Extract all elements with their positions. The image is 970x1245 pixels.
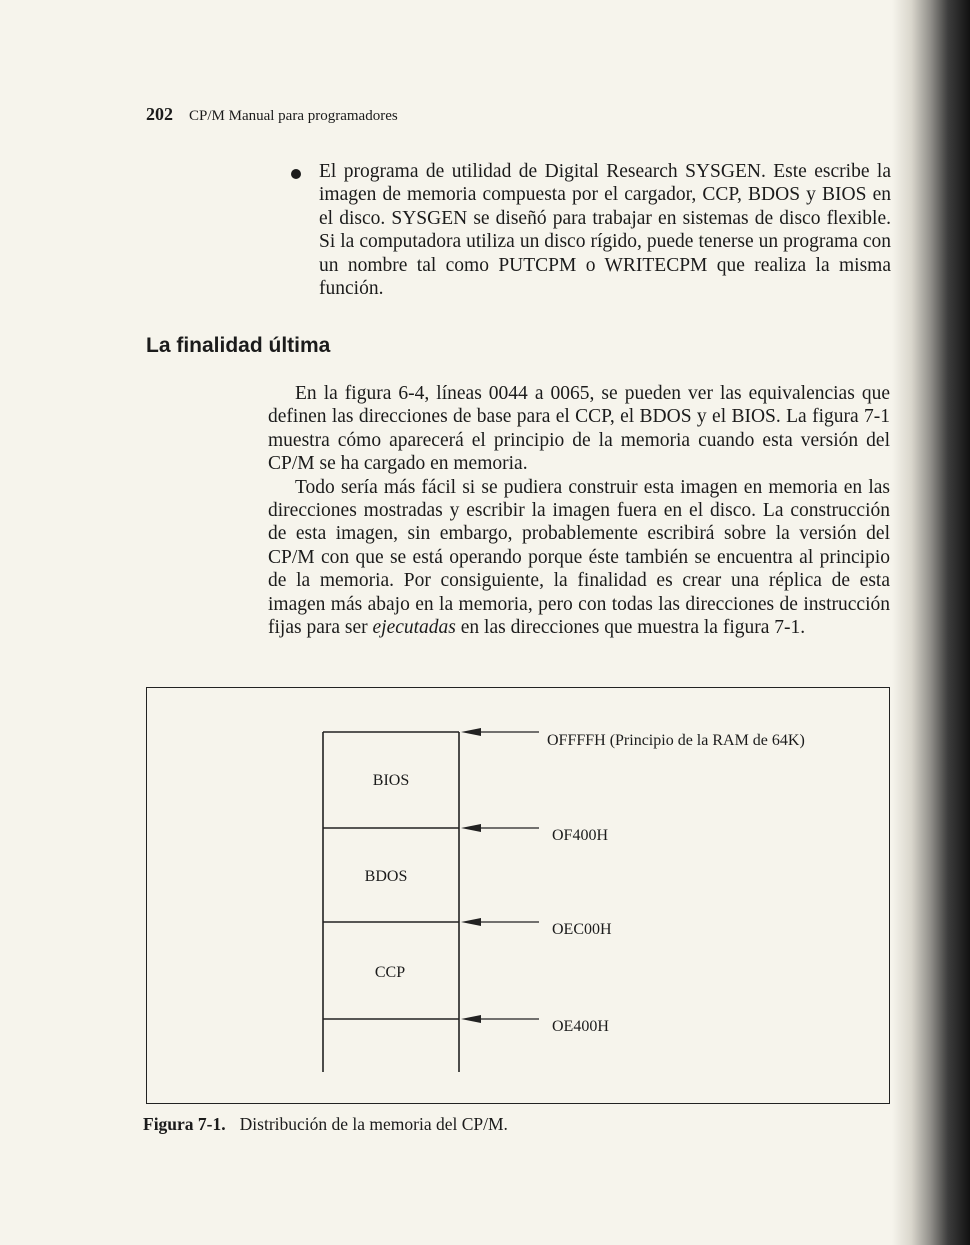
figure-7-1 (146, 687, 890, 1104)
body-text (268, 382, 890, 639)
arrow-head-icon (461, 824, 481, 832)
caption-label: Figura 7-1. (143, 1114, 226, 1134)
arrow-head-icon (461, 1015, 481, 1023)
section-title: La finalidad última (146, 334, 331, 357)
address-label: OFFFFH (Principio de la RAM de 64K) (547, 732, 805, 749)
arrow-head-icon (461, 728, 481, 736)
address-label: OE400H (552, 1018, 609, 1035)
paragraph-2 (268, 476, 890, 640)
address-label: OF400H (552, 827, 609, 844)
address-label: OEC00H (552, 921, 612, 938)
page-header (146, 104, 398, 125)
block-label-ccp: CCP (374, 964, 406, 981)
block-label-bdos: BDOS (364, 868, 408, 885)
page-number: 202 (146, 104, 173, 124)
bullet-dot-icon (291, 169, 301, 179)
paragraph-2-emphasis: ejecutadas (372, 617, 456, 639)
figure-caption (143, 1114, 508, 1135)
paragraph-2-end: en las direcciones que muestra la figura 7-1. (455, 617, 806, 639)
block-label-bios: BIOS (372, 772, 410, 789)
arrow-head-icon (461, 918, 481, 926)
book-gutter-shadow (892, 0, 970, 1245)
paragraph-1: En la figura 6-4, líneas 0044 a 0065, se pueden ver las equivalencias que definen las direcciones de base para el CCP, el BDOS y el BIOS. La figura 7-1 muestra cómo aparecerá el principio de la memoria cuando esta versión del CP/M se ha cargado en memoria. (268, 383, 890, 475)
caption-text: Distribución de la memoria del CP/M. (239, 1114, 508, 1134)
paragraph-2-text: Todo sería más fácil si se pudiera construir esta imagen en memoria en las direcciones mostradas y escribir la imagen fuera en el disco. La construcción de esta imagen, sin embargo, probablemente escribirá sobre la versión del CP/M con que se está operando porque éste también se encuentra al principio de la memoria. Por consiguiente, la finalidad es crear una réplica de esta imagen más abajo en la memoria, pero con todas las direcciones de instrucción fijas para ser (268, 476, 890, 639)
memory-map-diagram (147, 688, 891, 1105)
running-title: CP/M Manual para programadores (189, 108, 398, 124)
bullet-text: El programa de utilidad de Digital Research SYSGEN. Este escribe la imagen de memoria compuesta por el cargador, CCP, BDOS y BIOS en el disco. SYSGEN se diseñó para trabajar en sistemas de disco flexible. Si la computadora utiliza un disco rígido, puede tenerse un programa con un nombre tal como PUTCPM o WRITECPM que realiza la misma función. (319, 161, 891, 300)
